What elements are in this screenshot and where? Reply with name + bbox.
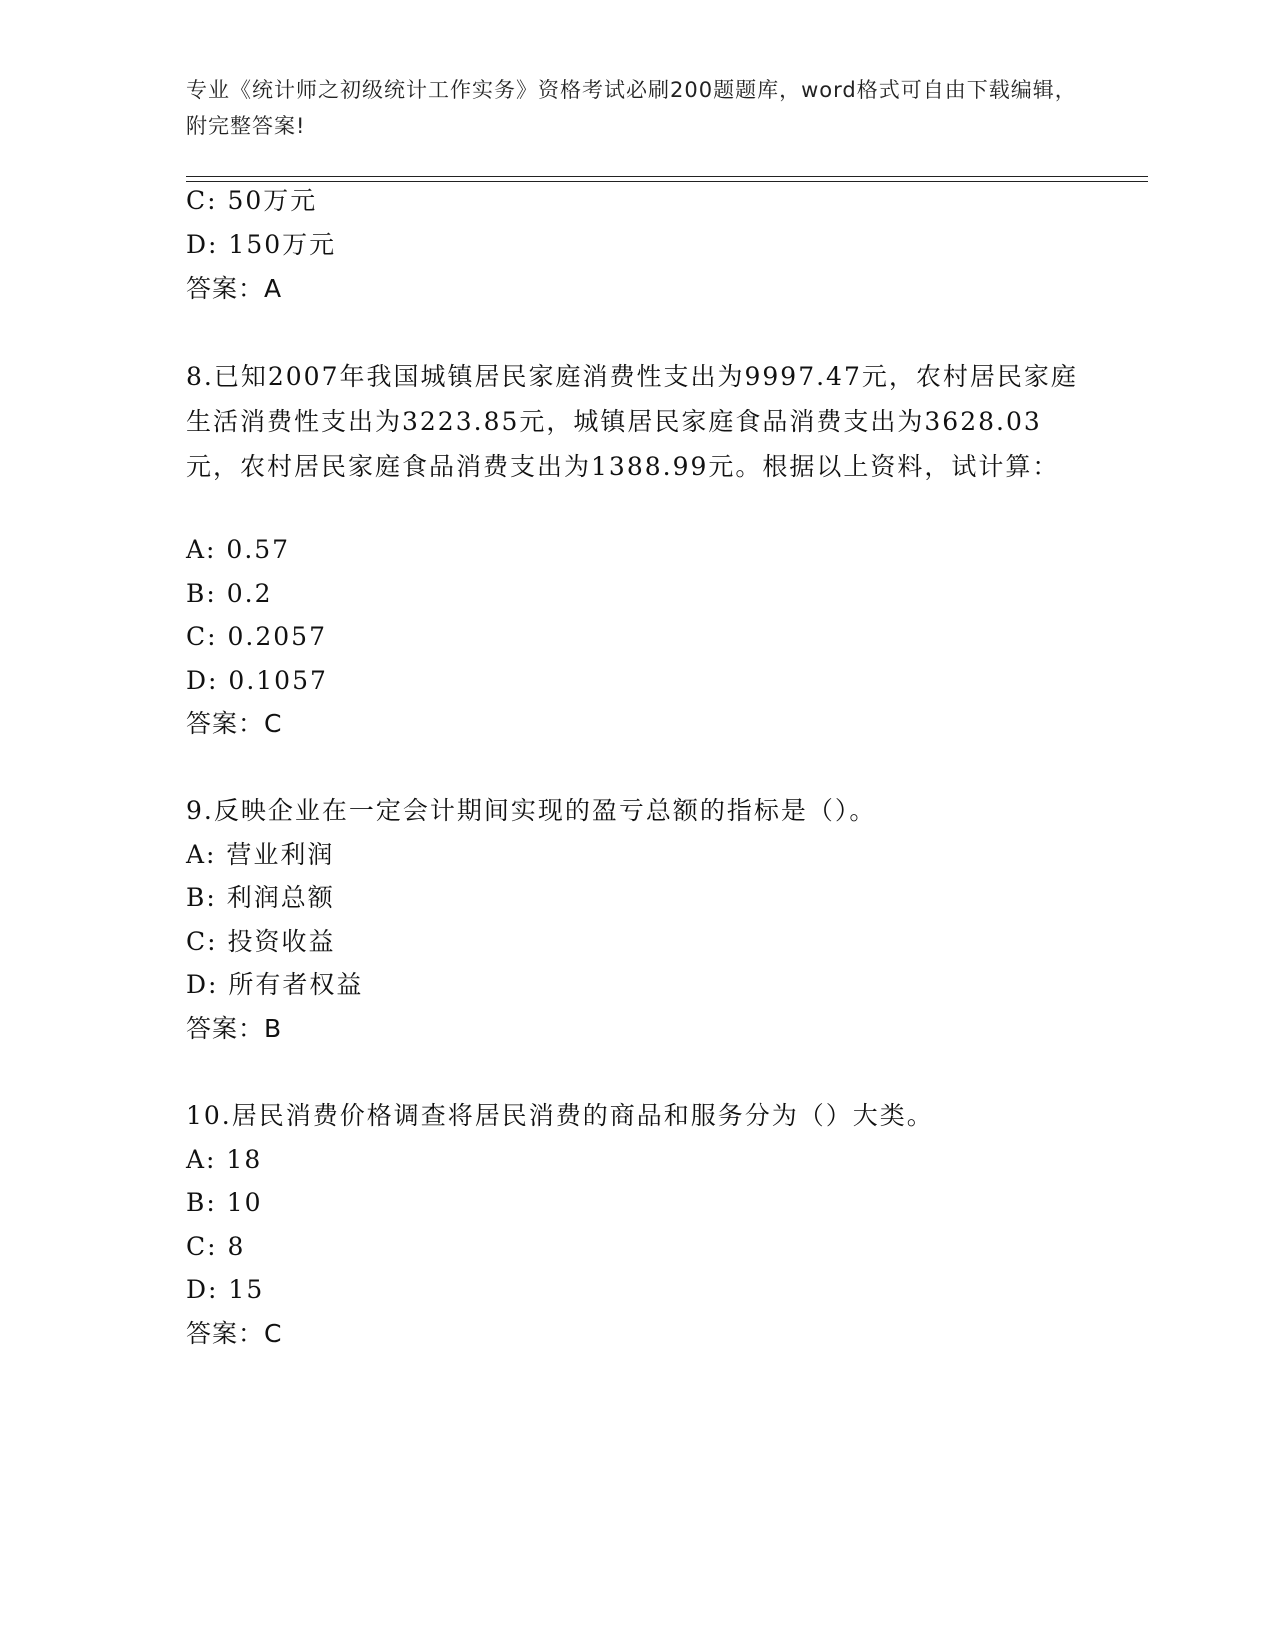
q10-option-d: D: 15	[186, 1275, 265, 1304]
header-rule-top	[186, 176, 1148, 177]
q8-option-c: C: 0.2057	[186, 622, 327, 651]
answer-line: 答案：A	[186, 274, 283, 303]
q10-answer: 答案：C	[186, 1319, 283, 1348]
q10-option-a: A: 18	[186, 1145, 263, 1174]
question-9-stem: 9.反映企业在一定会计期间实现的盈亏总额的指标是（）。	[186, 796, 877, 825]
question-8-stem: 8.已知2007年我国城镇居民家庭消费性支出为9997.47元，农村居民家庭生活消费性支出为3223.85元，城镇居民家庭食品消费支出为3628.03元，农村居民家庭食品消费支出为1388.99元。根据以上资料，试计算：	[186, 362, 1078, 481]
header-title: 专业《统计师之初级统计工作实务》资格考试必刷200题题库，word格式可自由下载编辑，附完整答案!	[186, 78, 1077, 138]
option-d: D: 150万元	[186, 230, 337, 259]
header-rule-bottom	[186, 181, 1148, 182]
q8-option-a: A: 0.57	[186, 535, 291, 564]
q8-option-d: D: 0.1057	[186, 666, 328, 695]
option-c: C: 50万元	[186, 186, 318, 215]
q9-option-c: C: 投资收益	[186, 927, 336, 956]
q9-option-a: A: 营业利润	[186, 840, 335, 869]
q9-option-d: D: 所有者权益	[186, 970, 364, 999]
q8-answer: 答案：C	[186, 709, 283, 738]
q10-option-b: B: 10	[186, 1188, 263, 1217]
question-10-stem: 10.居民消费价格调查将居民消费的商品和服务分为（）大类。	[186, 1101, 934, 1130]
q10-option-c: C: 8	[186, 1232, 246, 1261]
q9-option-b: B: 利润总额	[186, 883, 335, 912]
document-header	[186, 72, 1086, 144]
q8-option-b: B: 0.2	[186, 579, 273, 608]
q9-answer: 答案：B	[186, 1014, 283, 1043]
